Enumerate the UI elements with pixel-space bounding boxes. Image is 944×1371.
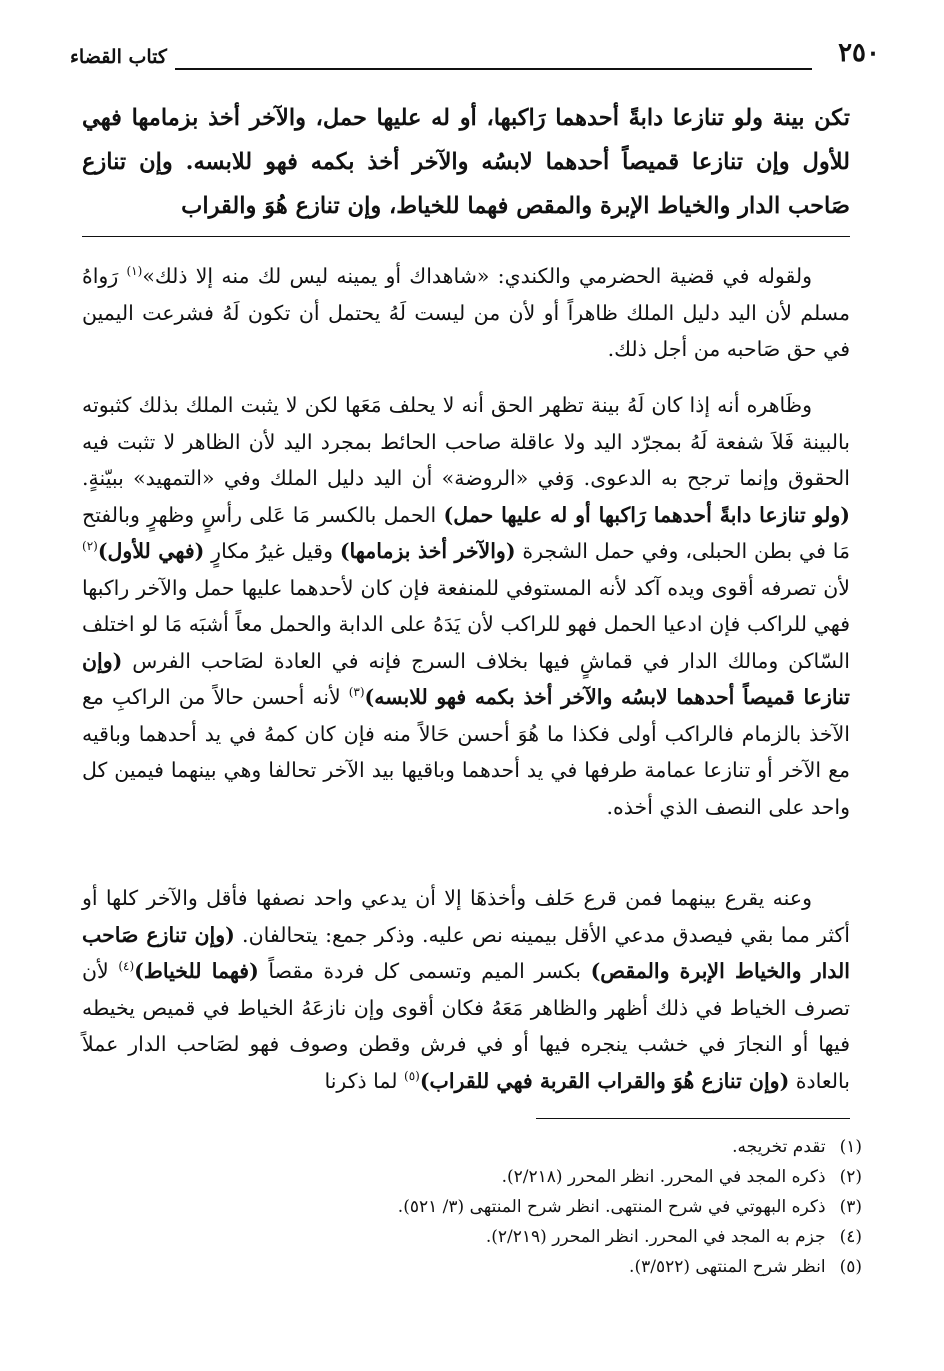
matn-separator-rule <box>82 236 850 237</box>
commentary-text: رَواهُ مسلم لأن اليد دليل الملك ظاهراً أو لأن من ليست لَهُ يحتمل أن تكون لَهُ فشرعت اليمين في حق صَاحبه من أجل ذلك. <box>82 264 850 361</box>
footnote-text: جزم به المجد في المحرر. انظر المحرر (٢/٢١٩). <box>485 1227 826 1247</box>
commentary-text: ولقوله في قضية الحضرمي والكندي: «شاهداك أو يمينه ليس لك منه إلا ذلك» <box>142 264 812 288</box>
matn-quote: (فهما للخياط) <box>134 959 259 983</box>
matn-quote: (وإن تنازع صَاحب الدار والخياط الإبرة والمقص) <box>82 922 850 983</box>
footnote-number: (٣) <box>839 1197 862 1217</box>
footnote-item <box>262 1162 862 1192</box>
footnote-item <box>262 1222 862 1252</box>
commentary-text: وقيل غيرُ مكارٍ <box>204 539 340 563</box>
commentary-text: لأن تصرفه أقوى ويده آكد لأنه المستوفي للمنفعة فإن كان لأحدهما عليها حمل والآخر راكبها فهي للراكب فإن ادعيا الحمل فهو للراكب لأن يَدَهُ على الدابة والحمل معاً أشبَه مَا لو اختلف السّاكن ومالك الدار في قماشٍ فيها بخلاف السرج فإنه في العادة لصَاحب الفرس <box>82 575 850 673</box>
footnote-separator-rule <box>536 1118 850 1119</box>
commentary-text: وعنه يقرع بينهما فمن قرع حَلف وأخذهَا إلا أن يدعي واحد نصفها فأقل والآخر كلها أو أكثر مما بقي فيصدق مدعي الأقل بيمينه نص عليه. وذكر جمع: يتحالفان. <box>82 886 850 947</box>
matn-text <box>82 96 850 228</box>
commentary-text: بكسر الميم وتسمى كل فردة مقصاً <box>258 959 591 983</box>
commentary-paragraph-3 <box>82 880 850 1099</box>
matn-line: فهي للأول وإن تنازعا قميصاً أحدهما لابسُه والآخر أخذ بكمه فهو للابسه. وإن <box>82 105 850 175</box>
running-title: كتاب القضاء <box>70 46 167 68</box>
commentary-text: لما ذكرنا <box>324 1068 405 1093</box>
footnote-number: (٤) <box>839 1227 862 1247</box>
page-header <box>70 38 880 78</box>
commentary-text: لأنه أحسن حالاً من الراكبِ مع الآخذ بالزمام فالراكب أولى فكذا ما هُوَ أحسن حَالاً منه فإن كان كمهُ في يد أحدهما وباقيه مع الآخر أو تنازعا عمامة طرفها في يد أحدهما وباقيها بيد الآخر تحالفا وهي بينهما فيمين كل واحد على النصف الذي أخذه. <box>82 685 850 819</box>
commentary-text: لأن تصرف الخياط في ذلك أظهر والظاهر مَعَهُ فكان أقوى وإن نازعَهُ الخياط في قميص يخيطه فيها أو النجارَ في خشب ينجره فيها أو في فرش وقطن وصوف فهو لصَاحب الدار عملاً بالعادة <box>82 959 850 1093</box>
footnote-item <box>262 1252 862 1282</box>
commentary-text: وظَاهره أنه إذا كان لَهُ بينة تظهر الحق أنه لا يحلف مَعَها لكن لا يثبت الملك بذلك كثبوته بالبينة فَلاَ شفعة لَهُ بمجرّد اليد ولا عاقلة صاحب الحائط بمجرد اليد لأن الظاهر لا تثبت فيه الحقوق وإنما ترجح به الدعوى. وَفي «الروضة» أن اليد دليل الملك وفي «التمهيد» ببيّنةٍ. <box>82 393 850 490</box>
header-rule <box>175 68 812 70</box>
commentary-paragraph-1 <box>82 258 850 368</box>
footnote-text: ذكره المجد في المحرر. انظر المحرر (٢/٢١٨). <box>501 1167 826 1187</box>
footnote-ref[interactable]: (٢) <box>82 539 98 554</box>
page-number: ٢٥٠ <box>838 38 880 68</box>
footnote-ref[interactable]: (٤) <box>118 959 135 974</box>
matn-quote: (وإن تنازعا قميصاً أحدهما لابسُه والآخر أخذ بكمه فهو للابسه) <box>82 648 851 709</box>
matn-quote: (فهي للأول) <box>97 539 205 563</box>
footnote-text: انظر شرح المنتهى (٣/٥٢٢). <box>629 1257 826 1277</box>
footnote-ref[interactable]: (٥) <box>404 1068 420 1083</box>
footnote-number: (١) <box>839 1137 862 1157</box>
footnote-ref[interactable]: (١) <box>126 264 143 279</box>
matn-line: تكن بينة ولو تنازعا دابةً أحدهما رَاكبها، أو له عليها حمل، والآخر أخذ بزمامها <box>131 105 850 131</box>
matn-line: تنازع صَاحب الدار والخياط الإبرة والمقص فهما للخياط، وإن تنازع هُوَ والقراب <box>82 149 850 219</box>
footnote-number: (٢) <box>839 1167 862 1187</box>
footnote-text: تقدم تخريجه. <box>732 1137 826 1157</box>
matn-quote: (ولو تنازعا دابةً أحدهما رَاكبها أو له عليها حمل) <box>443 502 850 527</box>
commentary-text: الحمل بالكسر مَا عَلى رأسٍ وظهرٍ وبالفتح مَا في بطن الحبلى، وفي حمل الشجرة <box>82 502 850 563</box>
footnote-text: ذكره البهوتي في شرح المنتهى. انظر شرح المنتهى (٣/ ٥٢١). <box>397 1197 826 1217</box>
footnote-item <box>262 1192 862 1222</box>
commentary-paragraph-2 <box>82 387 850 825</box>
footnote-ref[interactable]: (٣) <box>348 685 365 700</box>
footnotes <box>262 1132 862 1282</box>
footnote-item <box>262 1132 862 1162</box>
footnote-number: (٥) <box>839 1257 862 1277</box>
matn-quote: (وإن تنازع هُوَ والقراب القربة فهي للقراب) <box>419 1068 790 1093</box>
matn-quote: (والآخر أخذ بزمامها) <box>339 539 516 563</box>
